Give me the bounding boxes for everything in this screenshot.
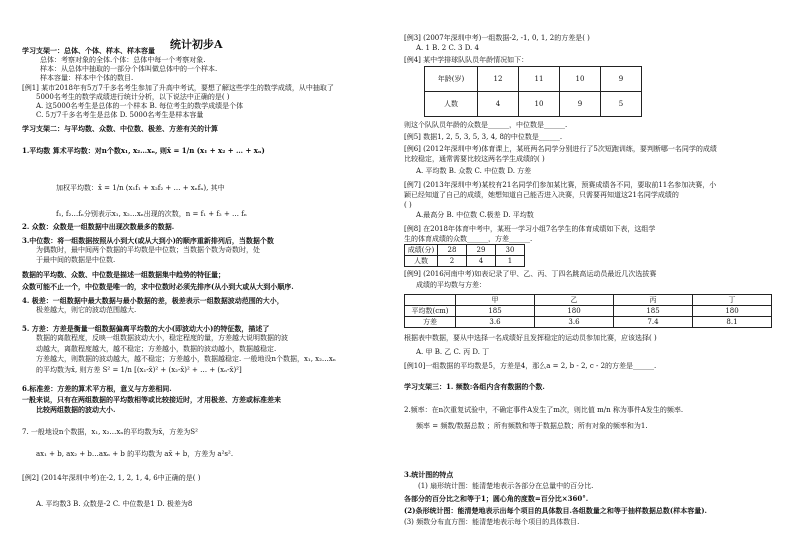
- right-line: (3) 频数分布直方图：能清楚地表示每个项目的具体数目.: [404, 518, 580, 526]
- table-cell: 10: [519, 92, 560, 117]
- right-line: [例6] (2012年深圳中考)体育课上，某班两名同学分别进行了5次短跑训练，要判断哪一名同学的成绩: [404, 145, 717, 153]
- left-line: [例2] (2014年深圳中考)在-2, 1, 2, 1, 4, 6中正确的是( ): [22, 474, 201, 482]
- table-cell: 12: [478, 67, 519, 92]
- left-line: 5. 方差：方差是衡量一组数据偏离平均数的大小(即波动大小)的特征数，描述了: [22, 324, 270, 333]
- page-title: 统计初步A: [170, 38, 223, 51]
- table-cell: [405, 295, 456, 306]
- table-cell: 2: [438, 256, 467, 267]
- right-line: 3.统计图的特点: [404, 470, 454, 479]
- left-line: 数据的离散程度，反映一组数据波动大小，稳定程度的量，方差越大说明数据的波: [36, 334, 288, 342]
- left-line: 学习支架一：总体、个体、样本、样本容量: [22, 46, 155, 55]
- table-cell: 29: [467, 245, 496, 256]
- right-line: 颖已经知道了自己的成绩，她想知道自己能否进入决赛，只需要再知道这21名同学成绩的: [404, 191, 679, 199]
- table-cell: 180: [535, 306, 614, 317]
- table-cell: 1: [496, 256, 525, 267]
- left-line: 动越大，离散程度越大，越不稳定；方差越小，数据的波动越小，数据越稳定.: [36, 345, 277, 353]
- left-line: 数据的平均数、众数、中位数是描述一组数据集中趋势的特征量；: [22, 270, 225, 279]
- left-line: 总体：考察对象的全体.个体：总体中每一个考察对象.: [40, 56, 206, 64]
- right-line: A.最高分 B. 中位数 C.极差 D. 平均数: [416, 211, 534, 219]
- table-cell: 人数: [405, 256, 438, 267]
- left-column: [22, 0, 394, 560]
- left-line: 众数可能不止一个，中位数是唯一的，求中位数时必须先排序(从小到大或从大到小顺序.: [22, 282, 294, 291]
- athlete-table: [404, 294, 772, 328]
- table-cell: 5: [601, 92, 642, 117]
- table-cell: 3.6: [535, 317, 614, 328]
- right-line: 生的体育成绩的众数______，方差______.: [404, 235, 533, 243]
- right-line: [例4] 某中学排球队队员年龄情况如下：: [404, 56, 529, 64]
- age-table: [424, 66, 642, 117]
- left-line: 为偶数时，最中间两个数据的平均数是中位数；当数据个数为奇数时，处: [36, 246, 260, 254]
- table-cell: 7.4: [614, 317, 693, 328]
- right-line: A. 1 B. 2 C. 3 D. 4: [416, 44, 479, 52]
- left-line: 样本容量：样本中个体的数目.: [40, 74, 134, 82]
- right-line: 各部分的百分比之和等于1；圆心角的度数=百分比×360°.: [404, 494, 589, 503]
- left-line: 加权平均数：x̄ = 1/n (x₁f₁ + x₂f₂ + … + xₙfₙ), 其中: [56, 184, 225, 192]
- score-table: [404, 244, 525, 267]
- left-line: 学习支架二：与平均数、众数、中位数、极差、方差有关的计算: [22, 124, 218, 133]
- right-line: ( ): [404, 201, 412, 209]
- right-line: [例10]一组数据的平均数是5，方差是4，那么a = 2, b - 2, c - 2的方差是______.: [404, 362, 657, 370]
- table-cell: 年龄(岁): [425, 67, 478, 92]
- left-line: 的平均数为x̄, 则方差 S² = 1/n [(x₁-x̄)² + (x₂-x̄)² + … + (xₙ-x̄)²]: [36, 366, 242, 374]
- table-cell: 28: [438, 245, 467, 256]
- right-line: [例8] 在2018年体育中考中，某班一学习小组7名学生的体育成绩如下表，这组学: [404, 225, 656, 233]
- table-cell: 30: [496, 245, 525, 256]
- right-line: [例3] (2007年深圳中考)一组数据-2, -1, 0, 1, 2的方差是( ): [404, 34, 590, 42]
- left-line: f₁, f₂…fₙ分别表示x₁, x₂…xₙ出现的次数，n = f₁ + f₂ + … fₙ: [56, 210, 247, 218]
- left-line: C. 5万7千多名考生是总体 D. 5000名考生是样本容量: [36, 111, 204, 119]
- left-line: 4. 极差：一组数据中最大数据与最小数据的差，极差表示一组数据波动范围的大小，: [22, 296, 284, 305]
- table-cell: 10: [560, 67, 601, 92]
- left-line: 一般来说，只有在两组数据的平均数相等或比较接近时，才用极差、方差或标准差来: [22, 395, 281, 404]
- right-line: 根据表中数据，要从中选择一名成绩好且发挥稳定的运动员参加比赛，应该选择( ): [404, 334, 657, 342]
- right-line: A. 平均数 B. 众数 C. 中位数 D. 方差: [416, 167, 532, 175]
- right-line: 成绩的平均数与方差：: [416, 281, 486, 289]
- left-line: 极差越大，则它的波动范围越大.: [36, 306, 137, 314]
- table-cell: 甲: [456, 295, 535, 306]
- table-cell: 平均数(cm): [405, 306, 456, 317]
- left-line: 于最中间的数据是中位数.: [36, 256, 116, 264]
- left-line: 6.标准差：方差的算术平方根，意义与方差相同.: [22, 384, 172, 393]
- left-line: 比较两组数据的波动大小.: [36, 405, 116, 414]
- table-cell: 4: [467, 256, 496, 267]
- right-line: A. 甲 B. 乙 C. 丙 D. 丁: [416, 348, 490, 356]
- left-line: A. 平均数3 B. 众数是-2 C. 中位数是1 D. 极差为8: [36, 500, 193, 508]
- table-cell: 185: [456, 306, 535, 317]
- table-cell: 9: [601, 67, 642, 92]
- left-line: 5000名考生的数学成绩进行统计分析，以下说法中正确的是( ): [36, 93, 230, 101]
- right-line: [例9] (2016河南中考)如表记录了甲、乙、丙、丁四名跳高运动员最近几次选拔赛: [404, 270, 657, 278]
- left-line: 1.平均数 算术平均数：对n个数x₁, x₂…xₙ, 则x̄ = 1/n (x₁ + x₂ + … + xₙ): [22, 146, 265, 155]
- right-line: 则这个队队员年龄的众数是______，中位数是______.: [404, 121, 568, 129]
- table-cell: 乙: [535, 295, 614, 306]
- right-line: 2.频率：在n次重复试验中，不确定事件A发生了m次，则比值 m/n 称为事件A发生的频率.: [404, 406, 684, 414]
- left-line: A. 这5000名考生是总体的一个样本 B. 每位考生的数学成绩是个体: [36, 102, 244, 110]
- right-line: [例7] (2013年深圳中考)某校有21名同学们参加某比赛，预赛成绩各不同，要取前11名参加决赛，小: [404, 181, 717, 189]
- table-cell: 8.1: [693, 317, 772, 328]
- table-cell: 方差: [405, 317, 456, 328]
- right-column: [404, 0, 788, 560]
- left-line: [例1] 某市2018年有5万7千多名考生参加了升高中考试，要想了解这些学生的数学成绩，从中抽取了: [22, 84, 334, 92]
- left-line: 7. 一般地设n个数据，x₁, x₂…xₙ的平均数为x̄，方差为S²: [22, 428, 198, 436]
- table-cell: 9: [560, 92, 601, 117]
- table-cell: 丙: [614, 295, 693, 306]
- table-cell: 3.6: [456, 317, 535, 328]
- table-cell: 人数: [425, 92, 478, 117]
- right-line: 比较稳定，通常需要比较这两名学生成绩的( ): [404, 155, 545, 163]
- left-line: 3.中位数：将一组数据按照从小到大(或从大到小)的顺序重新排列后，当数据个数: [22, 236, 274, 245]
- table-cell: 180: [693, 306, 772, 317]
- left-line: 2. 众数：众数是一组数据中出现次数最多的数据.: [22, 222, 175, 231]
- right-line: [例5] 数据1, 2, 5, 3, 5, 3, 4, 8的中位数是______.: [404, 133, 563, 141]
- left-line: ax₁ + b, ax₂ + b…axₙ + b 的平均数为 ax̄ + b，方差为 a²s².: [36, 450, 234, 458]
- right-line: (2)条形统计图：能清楚地表示出每个项目的具体数目.各组数量之和等于抽样数据总数(样本容量).: [404, 506, 707, 515]
- right-line: (1) 扇形统计图：能清楚地表示各部分在总量中的百分比.: [418, 482, 594, 490]
- right-line: 学习支架三：1. 频数:各组内含有数据的个数.: [404, 382, 545, 391]
- left-line: 样本：从总体中抽取的一部分个体叫做总体中的一个样本.: [40, 65, 218, 73]
- table-cell: 185: [614, 306, 693, 317]
- table-cell: 11: [519, 67, 560, 92]
- table-cell: 丁: [693, 295, 772, 306]
- left-line: 方差越大，则数据的波动越大，越不稳定；方差越小，数据越稳定. 一般地设n个数据，x₁, x₂…xₙ: [36, 355, 336, 363]
- table-cell: 4: [478, 92, 519, 117]
- right-line: 频率 = 频数/数据总数 ；所有频数和等于数据总数；所有对象的频率和为1.: [416, 422, 648, 430]
- table-cell: 成绩(分): [405, 245, 438, 256]
